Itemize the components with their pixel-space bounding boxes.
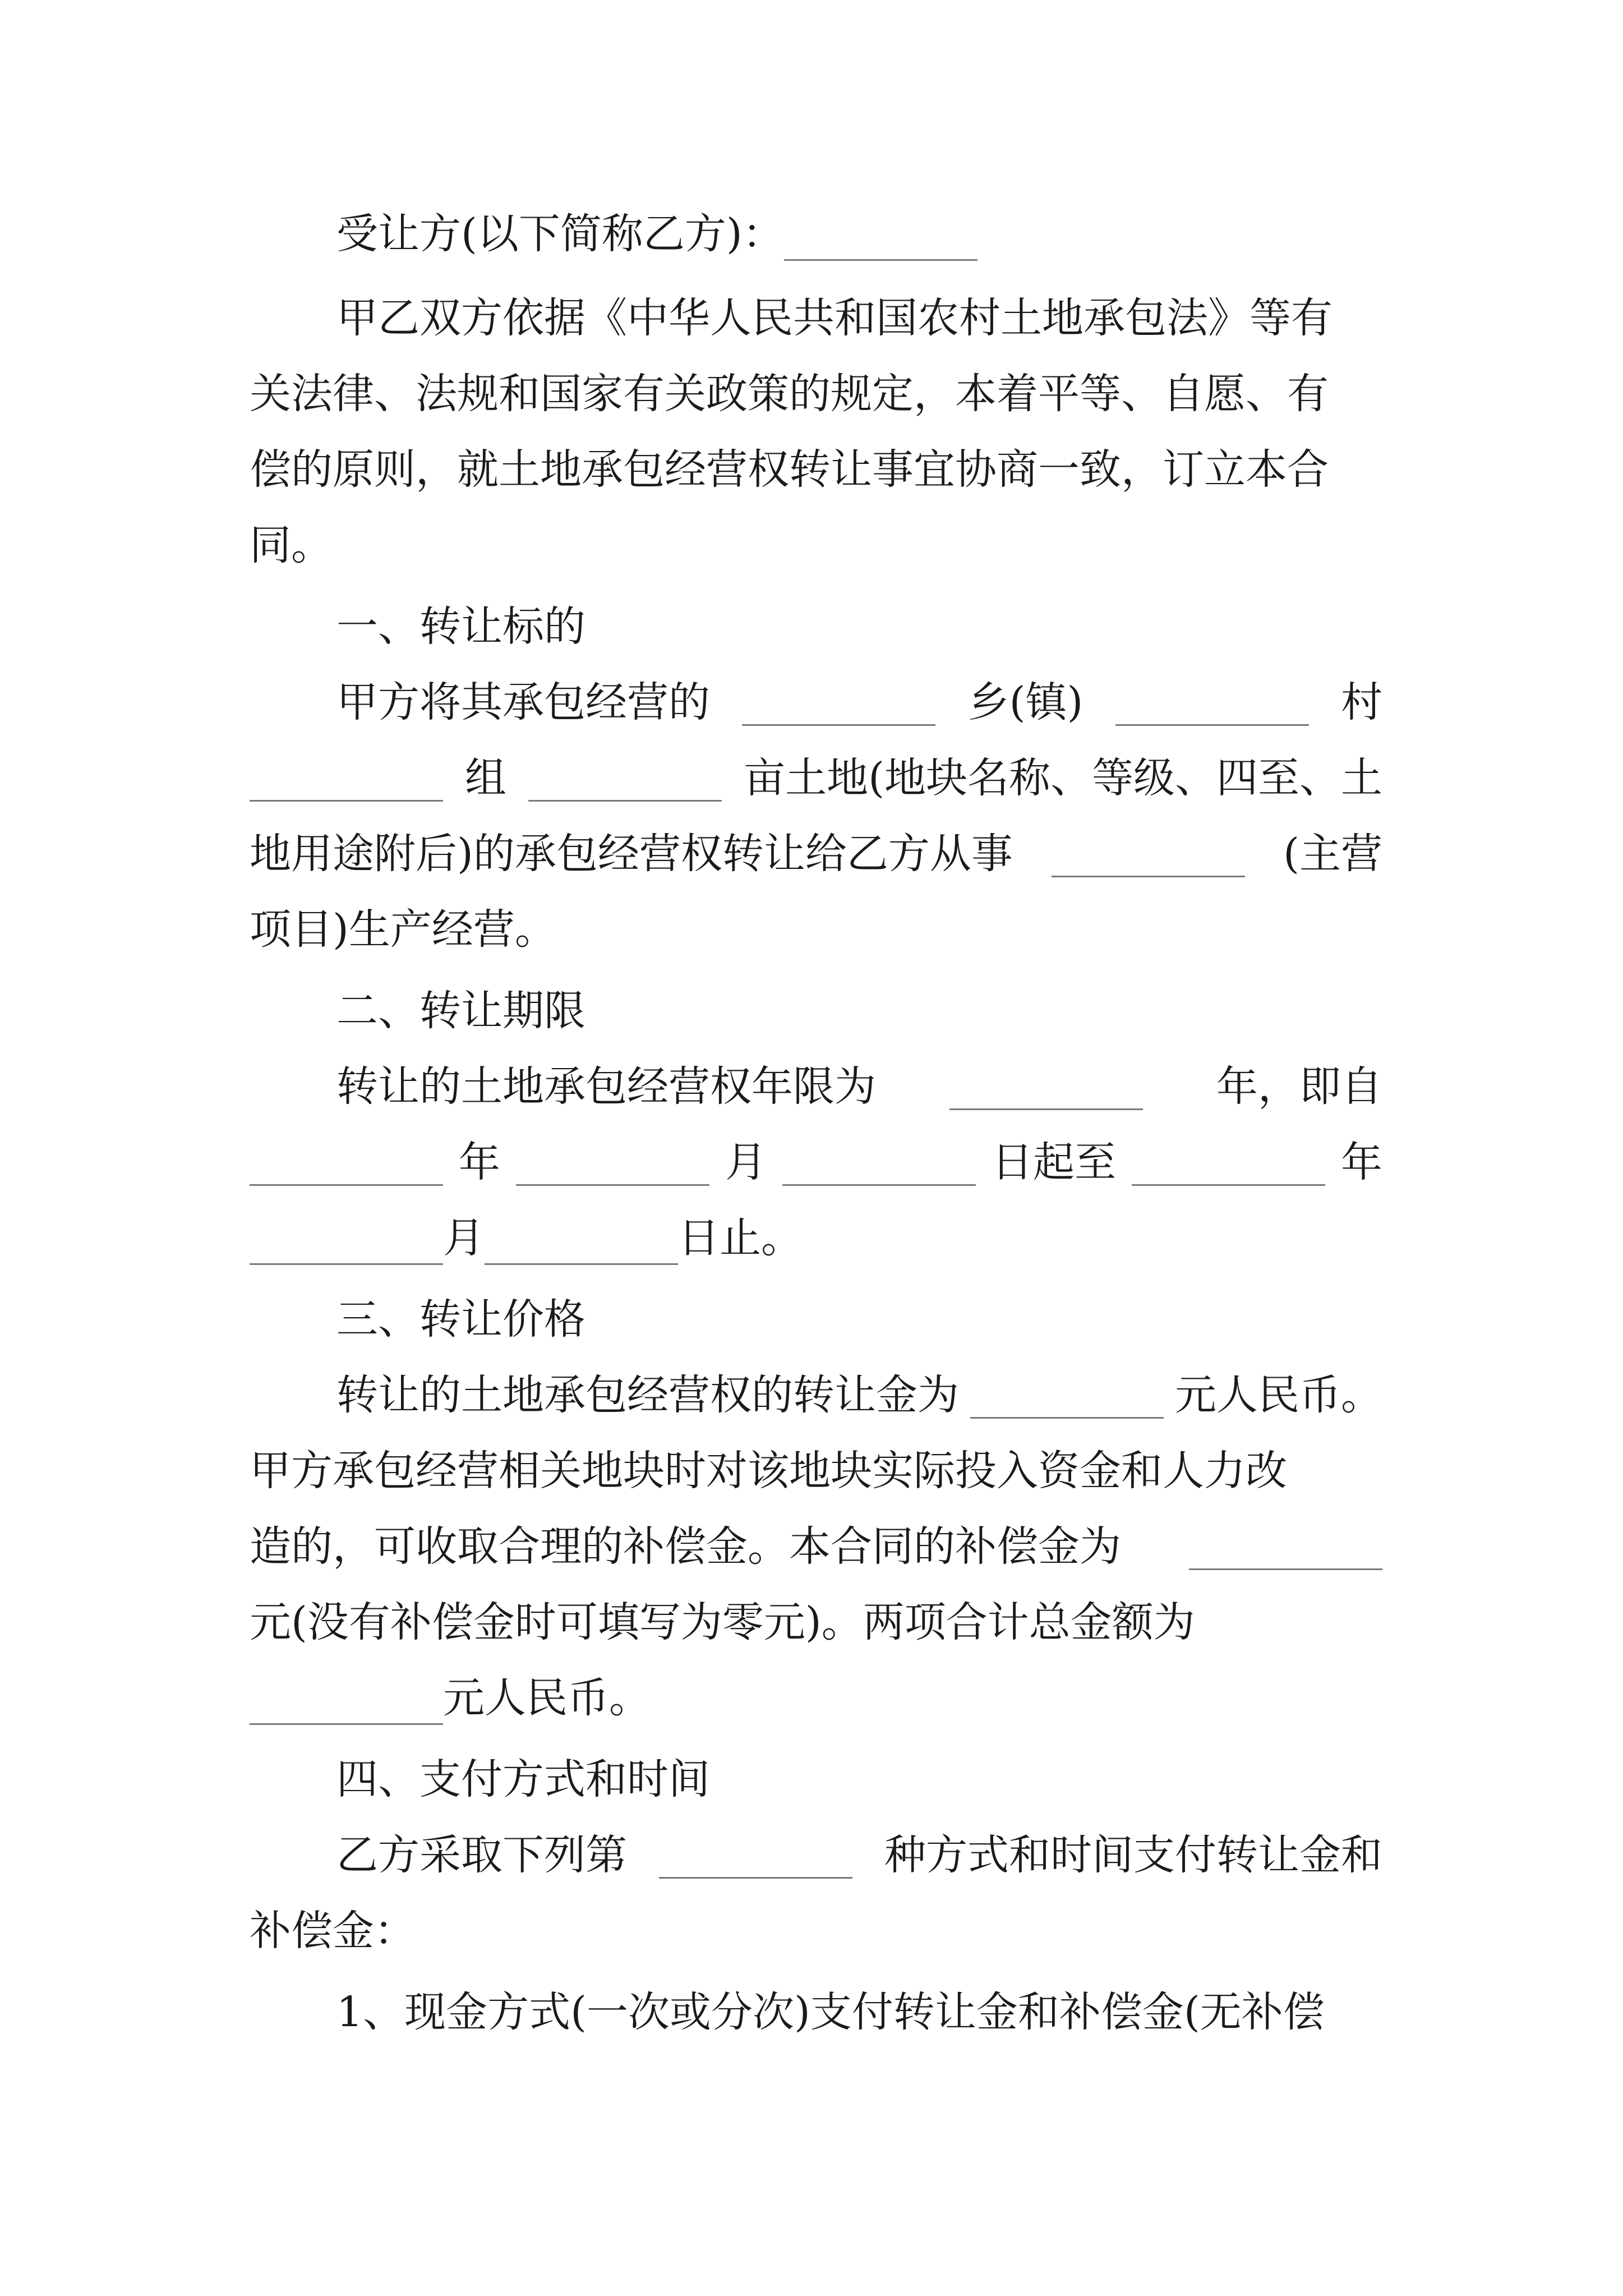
text: 月 (725, 1138, 767, 1186)
blank-field (250, 1678, 443, 1725)
text: 地用途附后)的承包经营权转让给乙方从事 (250, 830, 1013, 878)
blank-field (1132, 1139, 1325, 1186)
blank-field (970, 1372, 1164, 1419)
text: 组 (465, 754, 507, 802)
text: 受让方(以下简称乙方)： (336, 210, 784, 258)
text: 1、现金方式(一次或分次)支付转让金和补偿金(无补偿 (336, 1988, 1325, 2036)
text: 元人民币。 (1175, 1371, 1382, 1419)
blank-field (1052, 830, 1245, 877)
text: 转让的土地承包经营权年限为 (336, 1062, 876, 1111)
text: 种方式和时间支付转让金和 (884, 1831, 1382, 1879)
text: 造的，可收取合理的补偿金。本合同的补偿金为 (250, 1522, 1121, 1571)
section-3-line-4 (250, 1589, 1382, 1656)
section-4-line-1 (336, 1821, 1382, 1889)
blank-field (516, 1139, 709, 1186)
blank-field (485, 1218, 678, 1265)
intro-paragraph-line-4 (250, 512, 1382, 579)
text: 年 (1341, 1138, 1382, 1186)
section-1-line-3 (250, 820, 1382, 887)
text: 日止。 (678, 1214, 803, 1262)
text: 偿的原则，就土地承包经营权转让事宜协商一致，订立本合 (250, 445, 1329, 494)
text: 四、支付方式和时间 (336, 1755, 710, 1803)
section-2-line-2 (250, 1129, 1382, 1196)
section-heading-1 (336, 593, 1382, 660)
text: 转让的土地承包经营权的转让金为 (336, 1371, 959, 1419)
text: 年，即自 (1216, 1062, 1382, 1111)
section-2-line-3 (250, 1204, 1382, 1272)
section-3-line-2 (250, 1437, 1382, 1504)
section-heading-2 (336, 977, 1382, 1045)
blank-field (250, 754, 443, 802)
text: 同。 (250, 521, 333, 569)
section-heading-4 (336, 1746, 1382, 1813)
blank-field (949, 1063, 1143, 1110)
blank-field (1189, 1523, 1382, 1570)
section-1-line-2 (250, 744, 1382, 812)
blank-field (250, 1139, 443, 1186)
text: 一、转让标的 (336, 602, 585, 651)
intro-paragraph-line-3 (250, 436, 1382, 503)
transferee-line (336, 200, 1382, 268)
section-4-line-2 (250, 1897, 1382, 1964)
blank-field (1115, 679, 1309, 726)
text: 元人民币。 (443, 1674, 651, 1722)
intro-paragraph-line-2 (250, 360, 1382, 427)
text: 关法律、法规和国家有关政策的规定，本着平等、自愿、有 (250, 370, 1329, 418)
text: 甲方承包经营相关地块时对该地块实际投入资金和人力改 (250, 1447, 1287, 1495)
text: 甲方将其承包经营的 (336, 678, 710, 726)
text: 月 (443, 1214, 485, 1262)
text: 乡(镇) (967, 678, 1083, 726)
blank-field (784, 214, 978, 261)
blank-field (250, 1218, 443, 1265)
section-3-line-3 (250, 1513, 1382, 1580)
section-1-line-1 (336, 669, 1382, 736)
blank-field (659, 1832, 852, 1879)
blank-field (528, 754, 722, 802)
blank-field (742, 679, 935, 726)
intro-paragraph-line-1 (336, 284, 1382, 352)
section-3-line-1 (336, 1361, 1382, 1429)
text: 村 (1341, 678, 1382, 726)
text: 甲乙双方依据《中华人民共和国农村土地承包法》等有 (336, 294, 1332, 342)
text: 日起至 (992, 1138, 1116, 1186)
text: 元(没有补偿金时可填写为零元)。两项合计总金额为 (250, 1598, 1195, 1646)
section-1-line-4 (250, 896, 1382, 963)
text: 补偿金： (250, 1907, 416, 1955)
text: (主营 (1283, 830, 1382, 878)
text: 亩土地(地块名称、等级、四至、土 (744, 754, 1382, 802)
section-4-item-1 (336, 1978, 1382, 2046)
section-3-line-5 (250, 1664, 1382, 1732)
section-2-line-1 (336, 1053, 1382, 1120)
text: 三、转让价格 (336, 1295, 585, 1343)
blank-field (782, 1139, 976, 1186)
section-heading-3 (336, 1286, 1382, 1353)
text: 乙方采取下列第 (336, 1831, 627, 1879)
text: 项目)生产经营。 (250, 905, 556, 954)
text: 二、转让期限 (336, 987, 585, 1035)
text: 年 (459, 1138, 500, 1186)
